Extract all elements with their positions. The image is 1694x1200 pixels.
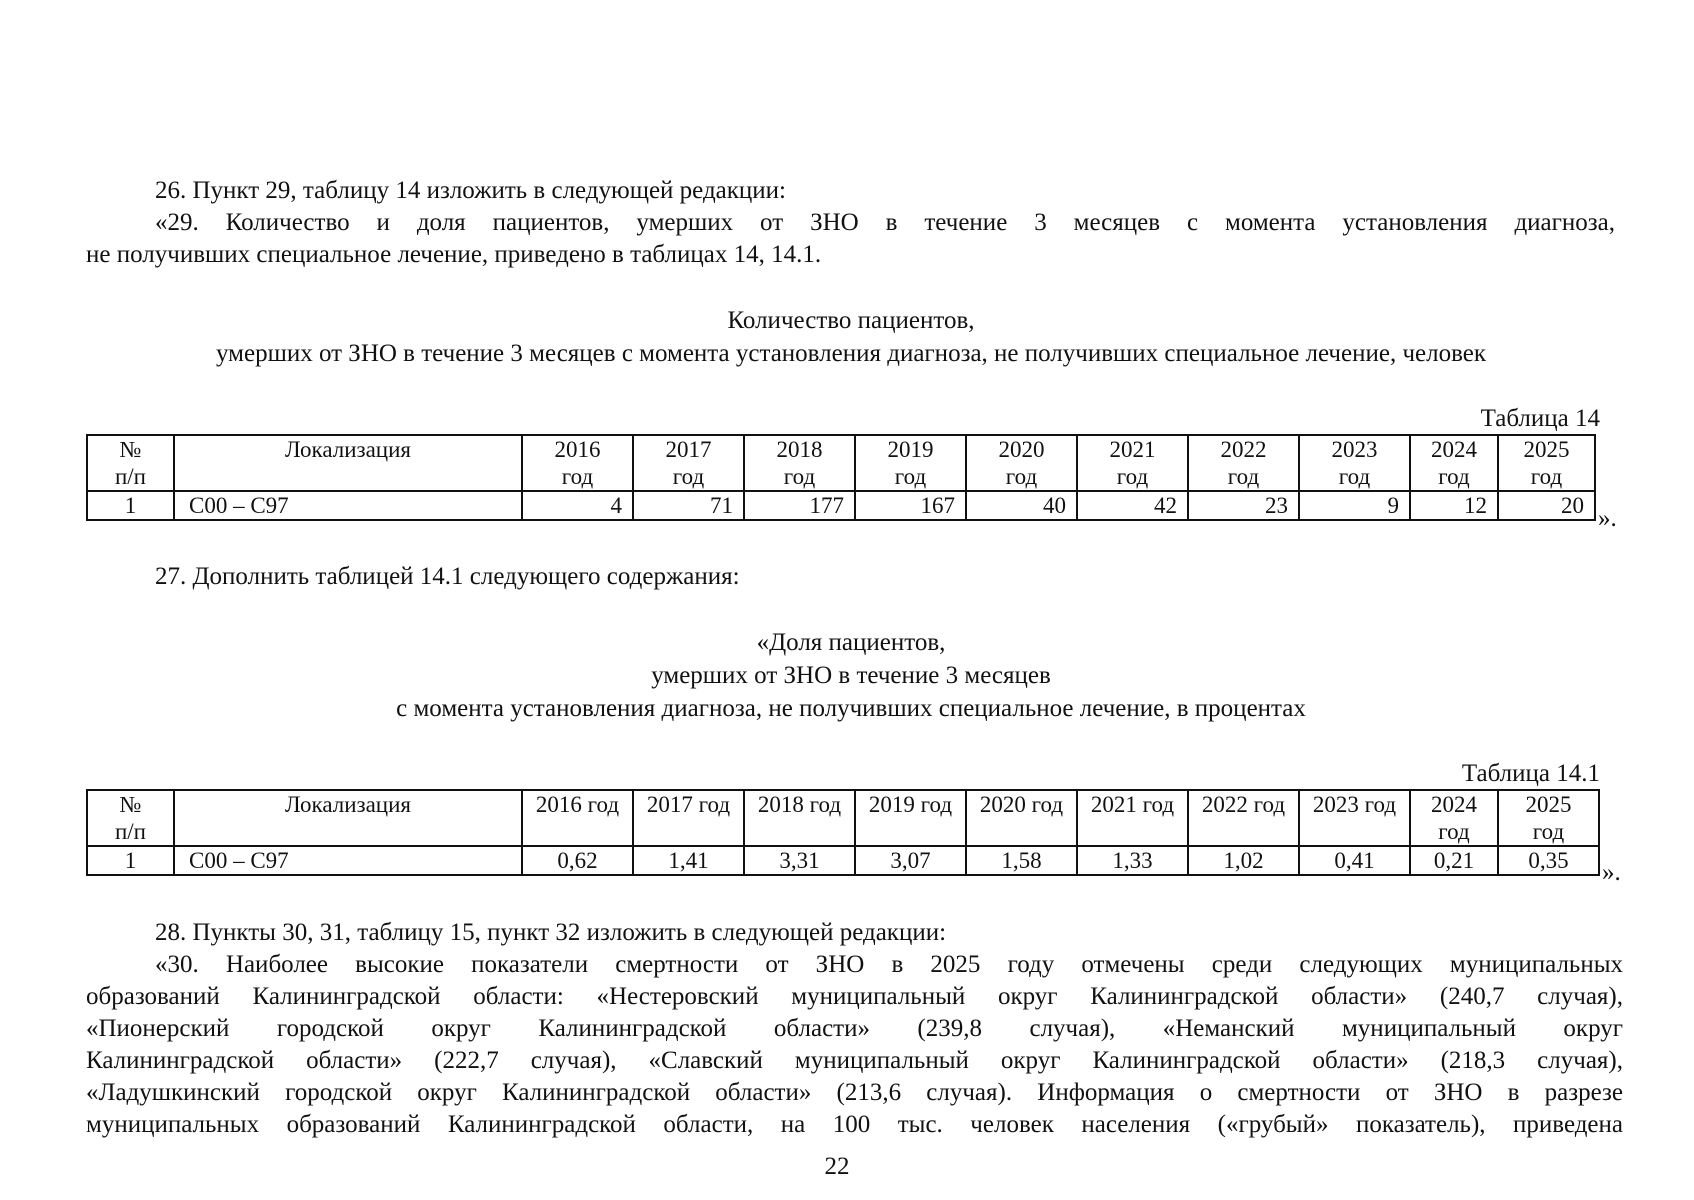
table14-title-line1: Количество пациентов, — [727, 307, 975, 334]
table14-cell: 40 — [966, 491, 1077, 520]
table141-header-row — [87, 790, 1599, 846]
p28-line: «Ладушкинский городской округ Калининградской области» (213,6 случая). Информация о смертности от ЗНО в разрезе — [86, 1079, 1623, 1106]
table141-col-loc: Локализация — [174, 790, 522, 846]
table14-cell: 42 — [1077, 491, 1188, 520]
table141-title-line2: умерших от ЗНО в течение 3 месяцев — [651, 662, 1051, 689]
year-word: год — [1227, 464, 1260, 489]
table141-cell: 3,31 — [744, 846, 855, 875]
table141-col-year: 2021 год — [1077, 790, 1188, 846]
year-value: 2024 — [1431, 437, 1477, 462]
table141-col-num-line2: п/п — [114, 819, 146, 844]
p28-line: муниципальных образований Калининградской области, на 100 тыс. человек населения («грубый» показатель), приведена — [86, 1111, 1623, 1138]
year-word: год — [1438, 464, 1470, 489]
year-word: год — [1438, 819, 1470, 844]
table14-col-year — [1410, 435, 1498, 491]
table141-cell: 1,02 — [1188, 846, 1299, 875]
p26-line1: «29. Количество и доля пациентов, умерших от ЗНО в течение 3 месяцев с момента установления диагноза, — [155, 209, 1615, 236]
table141-cell: 0,21 — [1410, 846, 1498, 875]
table141-row-loc: С00 – С97 — [174, 846, 522, 875]
table14-data-row — [87, 491, 1595, 520]
year-value: 2022 — [1220, 437, 1267, 462]
table14-col-loc: Локализация — [174, 435, 522, 491]
table141-col-year: 2017 год — [633, 790, 744, 846]
table14-header-row — [87, 435, 1595, 491]
year-value: 2017 — [665, 437, 712, 462]
year-word: год — [1116, 464, 1149, 489]
table14-col-year — [1077, 435, 1188, 491]
table14-col-year — [633, 435, 744, 491]
table14-row-loc: С00 – С97 — [174, 491, 522, 520]
table141-closing: ». — [1602, 859, 1621, 886]
table141-data-row — [87, 846, 1599, 875]
table141-row-num: 1 — [87, 846, 174, 875]
year-word: год — [783, 464, 816, 489]
p28-line: Калининградской области» (222,7 случая), «Славский муниципальный округ Калининградской области» (218,3 случая), — [86, 1047, 1623, 1074]
table141-cell: 0,35 — [1498, 846, 1599, 875]
table14-cell: 167 — [855, 491, 966, 520]
table14-cell: 71 — [633, 491, 744, 520]
table141-cell: 0,41 — [1299, 846, 1410, 875]
page-number: 22 — [824, 1153, 850, 1180]
table141-col-year: 2016 год — [522, 790, 633, 846]
table14-col-year — [1498, 435, 1595, 491]
table14-col-num-line2: п/п — [114, 464, 146, 489]
table-14-1 — [86, 789, 1600, 876]
table14-col-year — [1299, 435, 1410, 491]
table141-col-num — [87, 790, 174, 846]
p26-heading: 26. Пункт 29, таблицу 14 изложить в следующей редакции: — [155, 177, 786, 204]
year-word: год — [894, 464, 927, 489]
table14-col-num-line1: № — [119, 437, 142, 462]
year-word: год — [1005, 464, 1038, 489]
table141-col-year: 2020 год — [966, 790, 1077, 846]
table141-col-year: 2019 год — [855, 790, 966, 846]
table14-col-year — [855, 435, 966, 491]
table141-cell: 1,58 — [966, 846, 1077, 875]
p27-heading: 27. Дополнить таблицей 14.1 следующего содержания: — [155, 563, 740, 590]
year-value: 2016 — [554, 437, 601, 462]
table14-cell: 4 — [522, 491, 633, 520]
table141-col-year — [1410, 790, 1498, 846]
p28-line: образований Калининградской области: «Нестеровский муниципальный округ Калининградской области» (240,7 случая), — [86, 983, 1623, 1010]
p26-line2: не получивших специальное лечение, приведено в таблицах 14, 14.1. — [86, 241, 822, 268]
table14-cell: 177 — [744, 491, 855, 520]
year-word: год — [1338, 464, 1371, 489]
table141-title-line3: с момента установления диагноза, не получивших специальное лечение, в процентах — [396, 695, 1306, 722]
p28-heading: 28. Пункты 30, 31, таблицу 15, пункт 32 изложить в следующей редакции: — [155, 919, 947, 946]
year-value: 2025 — [1523, 437, 1570, 462]
table14-row-num: 1 — [87, 491, 174, 520]
table14-col-year — [744, 435, 855, 491]
table14-col-num — [87, 435, 174, 491]
table14-closing: ». — [1598, 505, 1617, 532]
table141-col-year: 2022 год — [1188, 790, 1299, 846]
year-value: 2021 — [1109, 437, 1156, 462]
table141-col-year — [1498, 790, 1599, 846]
table-14 — [86, 434, 1596, 521]
p28-line: «Пионерский городской округ Калининградской области» (239,8 случая), «Неманский муниципальный округ — [86, 1015, 1623, 1042]
year-value: 2025 — [1525, 792, 1572, 817]
table141-title-line1: «Доля пациентов, — [756, 629, 946, 656]
year-word: год — [1530, 464, 1563, 489]
year-value: 2020 — [998, 437, 1045, 462]
year-word: год — [1532, 819, 1565, 844]
year-value: 2018 — [776, 437, 823, 462]
table14-label: Таблица 14 — [1480, 405, 1600, 432]
table141-cell: 3,07 — [855, 846, 966, 875]
table14-cell: 12 — [1410, 491, 1498, 520]
year-value: 2024 — [1431, 792, 1477, 817]
table141-label: Таблица 14.1 — [1461, 760, 1600, 787]
table141-col-num-line1: № — [119, 792, 142, 817]
p28-line: «30. Наиболее высокие показатели смертности от ЗНО в 2025 году отмечены среди следующих муниципальных — [155, 951, 1623, 978]
table14-col-year — [522, 435, 633, 491]
year-value: 2019 — [887, 437, 934, 462]
table14-title-line2: умерших от ЗНО в течение 3 месяцев с момента установления диагноза, не получивших специальное лечение, человек — [215, 340, 1486, 367]
table14-col-year — [1188, 435, 1299, 491]
year-word: год — [672, 464, 705, 489]
table141-cell: 1,33 — [1077, 846, 1188, 875]
table141-col-year: 2023 год — [1299, 790, 1410, 846]
table141-cell: 1,41 — [633, 846, 744, 875]
year-value: 2023 — [1331, 437, 1378, 462]
year-word: год — [561, 464, 594, 489]
table14-cell: 23 — [1188, 491, 1299, 520]
table14-col-year — [966, 435, 1077, 491]
table14-cell: 9 — [1299, 491, 1410, 520]
table141-col-year: 2018 год — [744, 790, 855, 846]
table14-cell: 20 — [1498, 491, 1595, 520]
table141-cell: 0,62 — [522, 846, 633, 875]
